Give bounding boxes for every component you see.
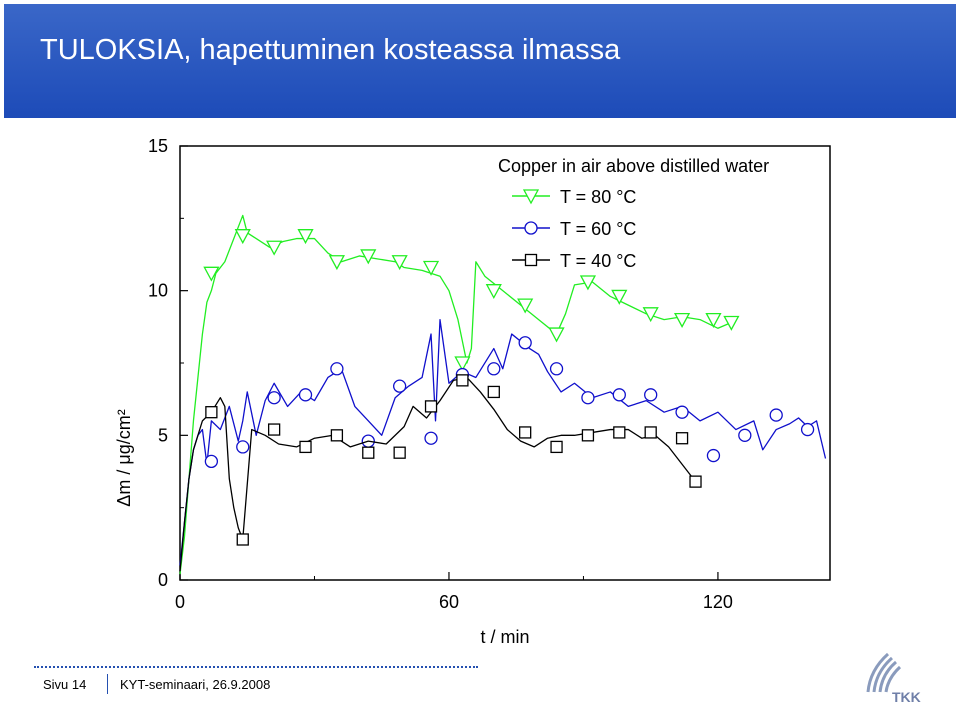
circle-marker bbox=[802, 424, 814, 436]
square-marker bbox=[677, 433, 688, 444]
square-marker bbox=[551, 441, 562, 452]
tkk-logo-icon bbox=[848, 640, 938, 710]
legend-label: T = 60 °C bbox=[560, 219, 637, 239]
square-marker bbox=[394, 447, 405, 458]
triangle-marker bbox=[299, 230, 313, 243]
circle-marker bbox=[551, 363, 563, 375]
circle-marker bbox=[205, 455, 217, 467]
triangle-marker bbox=[424, 262, 438, 275]
circle-marker bbox=[300, 389, 312, 401]
footer-separator bbox=[107, 674, 108, 694]
circle-marker bbox=[425, 432, 437, 444]
plot-area bbox=[180, 146, 830, 580]
triangle-marker bbox=[675, 314, 689, 327]
circle-marker bbox=[582, 392, 594, 404]
square-marker bbox=[426, 401, 437, 412]
axes bbox=[148, 136, 733, 612]
circle-marker bbox=[739, 429, 751, 441]
square-marker bbox=[237, 534, 248, 545]
triangle-marker bbox=[550, 328, 564, 341]
page-title: TULOKSIA, hapettuminen kosteassa ilmassa bbox=[40, 34, 621, 66]
circle-marker bbox=[525, 222, 537, 234]
x-axis-label: t / min bbox=[480, 627, 530, 647]
y-axis-label: Δm / μg/cm² bbox=[114, 409, 134, 507]
square-marker bbox=[582, 430, 593, 441]
circle-marker bbox=[394, 380, 406, 392]
triangle-marker bbox=[236, 230, 250, 243]
x-tick-label: 60 bbox=[438, 592, 459, 612]
title-bar bbox=[4, 4, 956, 118]
y-tick-label: 10 bbox=[147, 280, 168, 301]
x-tick-label: 0 bbox=[174, 592, 186, 612]
circle-marker bbox=[237, 441, 249, 453]
square-marker bbox=[269, 424, 280, 435]
y-tick-label: 15 bbox=[147, 136, 168, 156]
circle-marker bbox=[676, 406, 688, 418]
square-marker bbox=[331, 430, 342, 441]
x-tick-label: 120 bbox=[702, 592, 733, 612]
triangle-marker bbox=[724, 316, 738, 329]
triangle-marker bbox=[487, 285, 501, 298]
triangle-marker bbox=[706, 314, 720, 327]
series-layer bbox=[180, 215, 826, 574]
square-marker bbox=[488, 386, 499, 397]
y-tick-label: 5 bbox=[157, 425, 168, 446]
circle-marker bbox=[519, 337, 531, 349]
series-line bbox=[180, 377, 696, 571]
legend-label: T = 80 °C bbox=[560, 187, 637, 207]
logo-text: TKK bbox=[892, 689, 921, 705]
circle-marker bbox=[268, 392, 280, 404]
oxidation-chart bbox=[0, 118, 960, 658]
legend-title: Copper in air above distilled water bbox=[498, 156, 770, 176]
circle-marker bbox=[645, 389, 657, 401]
square-marker bbox=[300, 441, 311, 452]
circle-marker bbox=[613, 389, 625, 401]
square-marker bbox=[614, 427, 625, 438]
circle-marker bbox=[331, 363, 343, 375]
legend-label: T = 40 °C bbox=[560, 251, 637, 271]
plot-frame bbox=[180, 146, 830, 580]
footer-divider bbox=[34, 666, 478, 668]
square-marker bbox=[206, 407, 217, 418]
legend bbox=[498, 156, 769, 271]
footer-page-number: Sivu 14 bbox=[43, 677, 87, 692]
triangle-marker bbox=[612, 290, 626, 303]
y-tick-label: 0 bbox=[157, 570, 168, 590]
circle-marker bbox=[707, 450, 719, 462]
square-marker bbox=[363, 447, 374, 458]
square-marker bbox=[690, 476, 701, 487]
series-square bbox=[180, 375, 701, 571]
circle-marker bbox=[488, 363, 500, 375]
circle-marker bbox=[770, 409, 782, 421]
square-marker bbox=[526, 255, 537, 266]
square-marker bbox=[645, 427, 656, 438]
square-marker bbox=[457, 375, 468, 386]
footer-event: KYT-seminaari, 26.9.2008 bbox=[120, 677, 271, 692]
square-marker bbox=[520, 427, 531, 438]
triangle-marker bbox=[518, 299, 532, 312]
